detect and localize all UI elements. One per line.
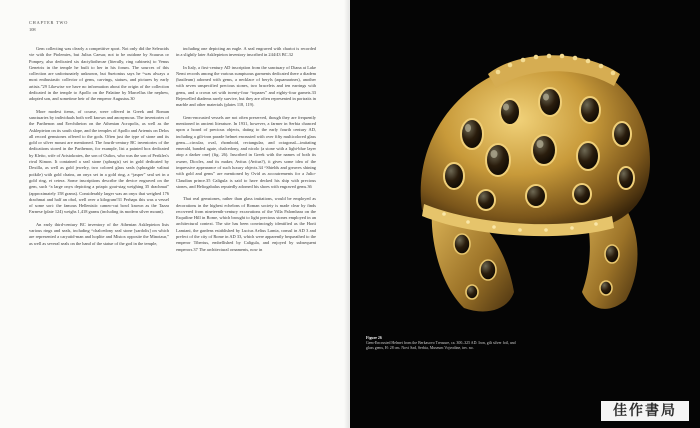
text-column-left <box>29 46 169 247</box>
page-number: 108 <box>29 27 36 32</box>
helmet-photo <box>368 30 682 326</box>
figure-label: Figure 26 <box>366 336 382 340</box>
watermark-stamp <box>601 401 689 421</box>
figure-caption-text: Gem-Encrusted Helmet from the Berkasovo Treasure, ca. 300–325 AD. Iron, gilt silver foil, and glass gems, H: 28 cm. Novi Sad, Serbia, Museum Vojvodine, inv. no. <box>366 341 516 351</box>
paragraph: That real gemstones, rather than glass imitations, would be employed as decorations in the highest echelons of Roman society is made clear by finds recovered from nineteenth-century excavations of the Villa Palombara on the Esquiline Hill in Rome, which brought to light precious stones employed in an architectural context. The site has been convincingly identified as the Horti Lamiani, the gardens established by Lucius Aelius Lamia, consul in AD 3 and prefect of the city of Rome in AD 33, which were apparently bequeathed to the emperor Tiberius, embellished by Caligula, and enjoyed by subsequent emperors.37 The architectural ornaments, now in <box>176 196 316 252</box>
paragraph: Gem-encrusted vessels are not often preserved, though they are frequently mentioned in ancient literature. In 1931, however, a farmer in Serbia chanced upon a hoard of precious objects, dating to the early fourth century AD, including a gilt-iron parade helmet encrusted with over fifty multicolored glass gems—circular, oval, rhomboid, rectangular, and octagonal—imitating emerald, banded agate, chalcedony, and nicolo (a stone with a light-blue layer atop a darker one) (fig. 26). Inscribed in Greek with the names of both its owner, Diocles, and its maker, Avitus (Avitus?), it gives some idea of the impressive appearance of such luxury objects.34 “Shields and greaves shining with gold and gems” are mentioned by Ovid as accoutrements for a Julio-Claudian prince.35 Caligula is said to have decked his ship with precious stones, and Heliogabalus reputedly adorned his shoes with engraved gems.36 <box>176 114 316 189</box>
right-page <box>350 0 700 428</box>
paragraph: Gem collecting was clearly a competitive sport. Not only did the Seleucids vie with the Ptolemies, but Julius Caesar, not to be outdone by Scaurus or Pompey, also dedicated six dactyliothecae (literally, ring cabinets) to Venus Genetrix in the temple he built to her in his forum. The sources of this collection are unfortunately unknown, but Suetonius says he “was always a most enthusiastic collector of gems, carvings, statues, and pictures by early artists.”29 Likewise we have no information about the origin of the collection dedicated in the temple to Apollo on the Palatine by Marcellus the nephew, adopted son, and sometime heir of the emperor Augustus.30 <box>29 46 169 102</box>
paragraph: More modest items, of course, were offered in Greek and Roman sanctuaries by individuals both well known and anonymous. The inventories of the Parthenon and Erechtheion on the Athenian Acropolis, as well as the Asklepieion on its south slope, and the temples of Apollo and Artemis on Delos all record gemstones offered to the gods. Often just the type of stone and its gold or silver mount are mentioned. The fourth-century BC inventories of the dedications stored in the Parthenon, for example, list a painted box dedicated by Kleito, wife of Aristokrates, the son of Oulios, who was the son of Perikles's rival Kimon. It contained a seal stone (sphragis) set in gold dedicated by Dexilla, as well as gold jewelry, two colored glass seals (sphragide valinai poikile) with gold chains, an onyx set in a gold ring, a “jasper” seal set in a gold ring, et cetera. Some inscriptions describe the device engraved on the gem, such “a large onyx depicting a priapic goat-stag weighing 35 drachmai” (approximately 158 grams). Considerably larger was an onyx that weighed 176 drachmai and half an obol, well over a kilogram!31 Perhaps this was a vessel of some sort: the famous Hellenistic cameo-cut bowl known as the Tazza Farnese (plate 124) weighs 1,418 grams (including its modern silver mount). <box>29 108 169 215</box>
text-column-right <box>176 46 316 253</box>
running-head: CHAPTER TWO <box>29 20 69 25</box>
figure-caption <box>366 336 516 352</box>
paragraph: including one depicting an eagle. A seal engraved with chariot is recorded in a slightly later Asklepieion inventory inscribed in 244/43 BC.32 <box>176 46 316 58</box>
watermark-text: 佳作書局 <box>613 403 677 419</box>
paragraph: In Italy, a first-century AD inscription from the sanctuary of Diana at Lake Nemi records among the various sumptuous garments dedicated there a diadem (basileum) adorned with gems, a necklace of beryls (aquamarines), another with seven unspecified precious stones, two bracelets and ten earrings with gems, and a crown set with twenty-four “topazes” and eighty-four garnets.33 Bejewelled diadems rarely survive, but they are often represented in portraits in marble and other materials (plates 118, 119). <box>176 64 316 108</box>
paragraph: An early third-century BC inventory of the Athenian Asklepieion lists various rings and seals, including “chalcedony seal stone [sardolis] on which are represented a caryatid-man and hoplite and Mistox opposite the Minotaur,” as well as several seals on the hand of the statue of the god in the temple, <box>29 221 169 246</box>
